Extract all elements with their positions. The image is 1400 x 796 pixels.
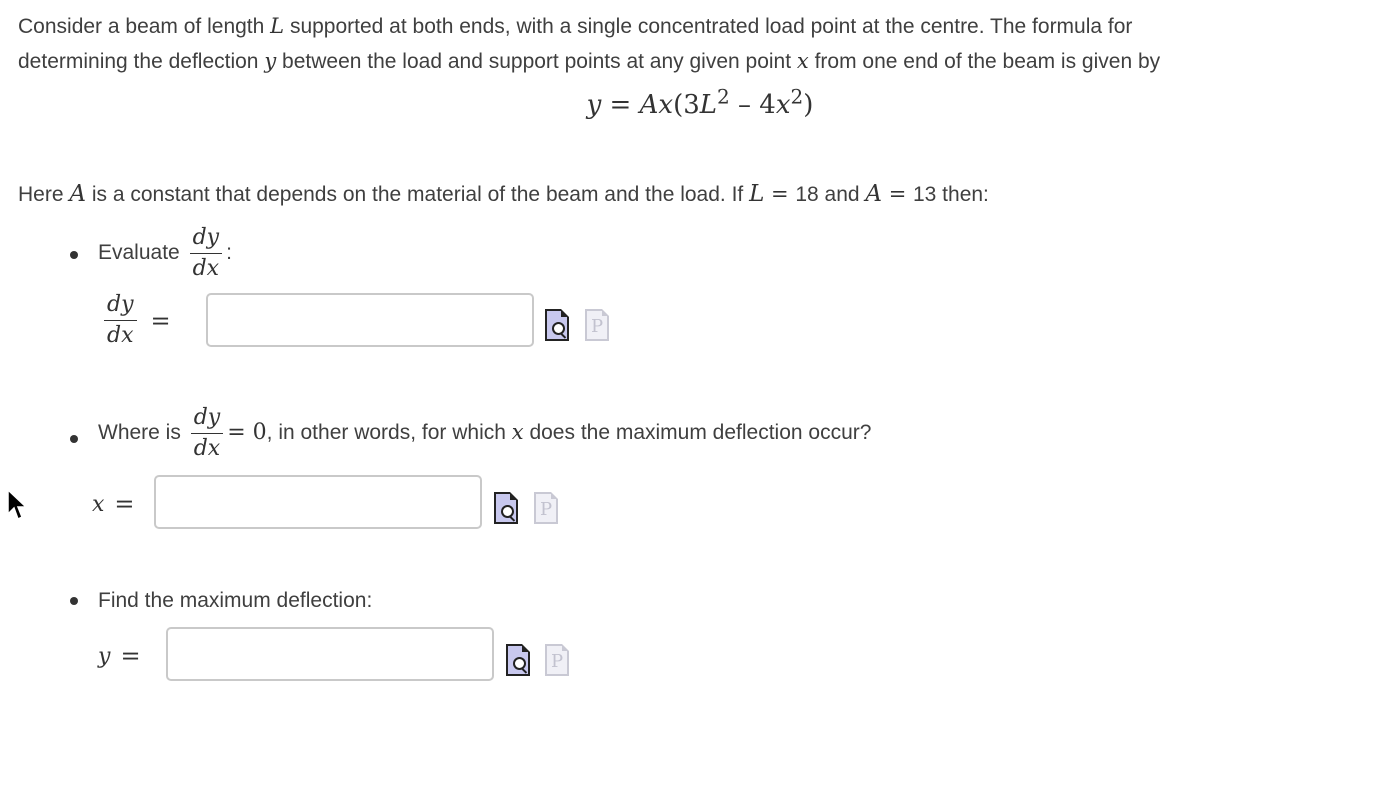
q2-answer-label: x = xyxy=(92,490,135,518)
q3-bullet xyxy=(70,597,78,605)
intro-line-1: Consider a beam of length L supported at both ends, with a single concentrated load point at the centre. The formula for xyxy=(18,14,1133,38)
q2-answer-input[interactable] xyxy=(154,475,482,529)
q1-answer-input[interactable] xyxy=(206,293,534,347)
problem-intro xyxy=(18,9,1388,79)
q2-bullet xyxy=(70,435,78,443)
q2-preview-icon[interactable] xyxy=(494,492,518,524)
q1-prompt: Evaluate $\frac{dy}{dx}$ : xyxy=(98,225,232,281)
q2-derivative: $\frac{dy}{dx}$ xyxy=(191,405,224,462)
q2-p-icon[interactable]: P xyxy=(534,492,558,524)
q2-prompt: Where is $\frac{dy}{dx}$ = 0, in other words, for which x does the maximum deflection occur? xyxy=(98,405,872,461)
q3-preview-icon[interactable] xyxy=(506,644,530,676)
q3-answer-label: y = xyxy=(98,642,141,670)
q1-answer-label: $\frac{dy}{dx}$ = xyxy=(100,292,171,349)
mouse-cursor-icon xyxy=(6,488,28,522)
q1-derivative: $\frac{dy}{dx}$ xyxy=(190,225,223,282)
q1-p-icon[interactable]: P xyxy=(585,309,609,341)
q3-p-icon[interactable]: P xyxy=(545,644,569,676)
intro-line-2: determining the deflection y between the load and support points at any given point x from one end of the beam is given by xyxy=(18,49,1161,73)
q1-preview-icon[interactable] xyxy=(545,309,569,341)
q3-answer-input[interactable] xyxy=(166,627,494,681)
q1-bullet xyxy=(70,251,78,259)
deflection-formula: $y = Ax(3L^2 - 4x^2)$ xyxy=(586,84,814,120)
q3-prompt: Find the maximum deflection: xyxy=(98,589,373,612)
given-values: Here A is a constant that depends on the material of the beam and the load. If L = 18 and A = 13 then: xyxy=(18,181,989,207)
